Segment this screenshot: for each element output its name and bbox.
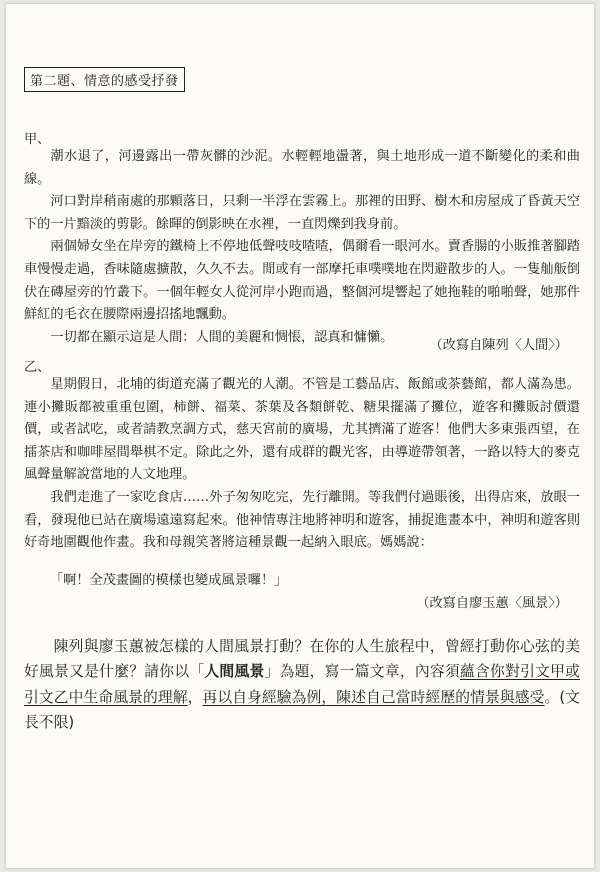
section-a-paragraph-4: 一切都在顯示這是人間：人間的美麗和惆悵，認真和慵懶。: [50, 329, 394, 345]
section-a-source: （改寫自陳列〈人間〉）: [429, 338, 568, 353]
section-a-label: 甲、: [24, 132, 51, 147]
prompt-text-1: 陳列與廖玉蕙被怎樣的人間風景打動？在你的人生旅程中，曾經打動你心弦的美好風景又是什麼？請你以「: [24, 638, 580, 681]
section-b-source: （改寫自廖玉蕙〈風景〉）: [416, 596, 568, 611]
section-b-paragraph-1: 星期假日，北埔的街道充滿了觀光的人潮。不管是工藝品店、飯館或茶藝館，都人滿為患。連小攤販都被重重包圍，柿餅、福菜、茶葉及各類餅乾、糖果擺滿了攤位，遊客和攤販討價還價，或者試吃，或者請教烹調方式，慈天宮前的廣場，尤其擠滿了遊客！他們大多東張西望，在擂茶店和咖啡屋間舉棋不定。除此之外，還有成群的觀光客，由導遊帶領著，一路以特大的麥克風聲量解說當地的人文地理。: [24, 377, 580, 483]
section-a-paragraph-3: 兩個婦女坐在岸旁的鐵椅上不停地低聲吱吱喳喳，偶爾看一眼河水。賣香腸的小販推著腳踏車慢慢走過，香味隨處擴散，久久不去。閒或有一部摩托車噗噗地在閃避散步的人。一隻舢舨倒伏在磚屋旁的竹叢下。一個年輕女人從河岸小跑而過，整個河堤響起了她拖鞋的啪啪聲，她那件鮮紅的毛衣在腰際兩邊招搖地飄動。: [24, 239, 580, 323]
question-heading: 第二題、情意的感受抒發: [24, 67, 185, 92]
section-a-paragraph-2: 河口對岸稍南處的那顆落日，只剩一半浮在雲霧上。那裡的田野、樹木和房屋成了昏黃天空下的一片黯淡的剪影。餘暉的倒影映在水裡，一直閃爍到我身前。: [24, 194, 580, 232]
exam-page: [6, 4, 594, 868]
section-a-passage: [24, 146, 580, 349]
section-b-label: 乙、: [24, 360, 51, 375]
prompt-requirement-1: 蘊含你對引文甲或引文乙中生命風景的理解: [24, 663, 580, 706]
prompt-essay-title: 人間風景: [204, 663, 265, 681]
section-b-paragraph-2: 我們走進了一家吃食店……外子匆匆吃完，先行離開。等我們付過賬後，出得店來，放眼一看，發現他已站在廣場遠遠寫起來。他神情專注地將神明和遊客，捕捉進畫本中，神明和遊客則好奇地圍觀他作畫。我和母親笑著將這種景觀一起納入眼底。媽媽說：: [24, 489, 580, 551]
prompt-text-2: 」為題，寫一篇文章，內容須: [264, 663, 460, 681]
prompt-text-3: ，: [187, 688, 203, 706]
section-b-quote: 「啊！全茂畫圖的模樣也變成風景囉！」: [50, 573, 288, 588]
prompt-text-4: 。(文長不限): [24, 688, 580, 732]
writing-prompt: [24, 634, 580, 736]
prompt-requirement-2: 再以自身經驗為例，陳述自己當時經歷的情景與感受: [202, 688, 545, 706]
section-b-passage: [24, 374, 580, 555]
section-a-paragraph-1: 潮水退了，河邊露出一帶灰髒的沙泥。水輕輕地盪著，與土地形成一道不斷變化的柔和曲線。: [24, 149, 580, 187]
